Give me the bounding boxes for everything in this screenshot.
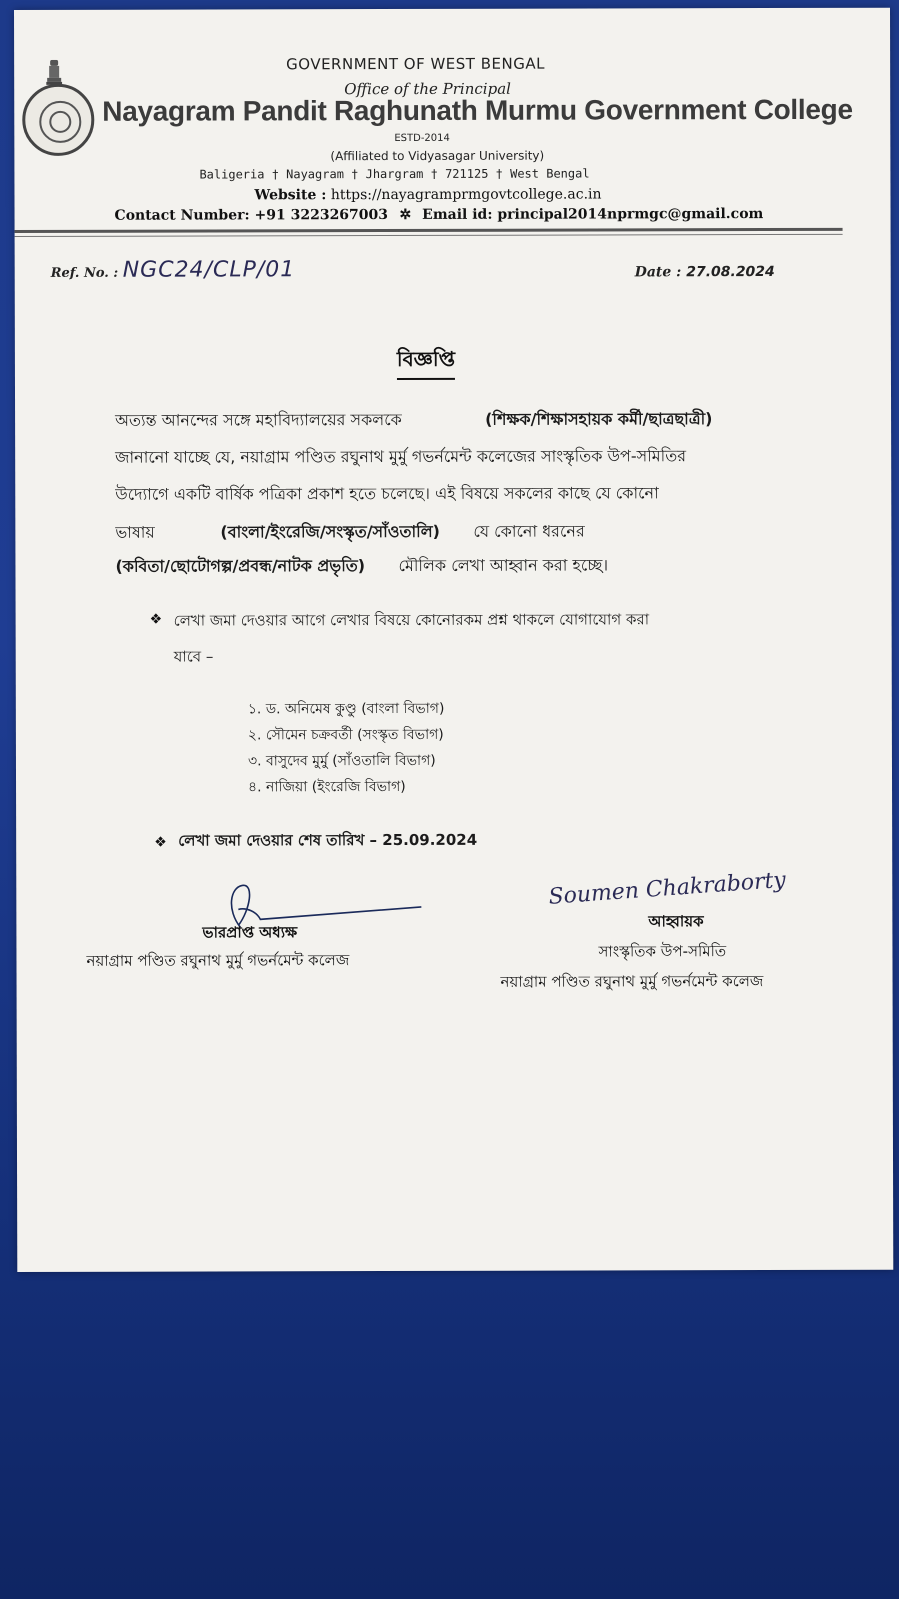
contact-item-1: ১. ড. অনিমেষ কুণ্ডু (বাংলা বিভাগ) — [247, 700, 445, 718]
body-line-1b: (শিক্ষক/শিক্ষাসহায়ক কর্মী/ছাত্রছাত্রী) — [485, 409, 713, 429]
state-emblem-icon — [46, 60, 62, 86]
website-line — [254, 186, 601, 203]
address: Baligeria † Nayagram † Jhargram † 721125 † West Bengal — [199, 166, 590, 182]
body-line-5a: (কবিতা/ছোটোগল্প/প্রবন্ধ/নাটক প্রভৃতি) — [115, 556, 366, 576]
sun-icon: ✲ — [399, 206, 412, 223]
email-label: Email id: — [422, 206, 493, 223]
email-line — [400, 206, 764, 223]
contact-item-4: ৪. নাজিয়া (ইংরেজি বিভাগ) — [248, 778, 406, 796]
body-line-3: উদ্যোগে একটি বার্ষিক পত্রিকা প্রকাশ হতে চলেছে। এই বিষয়ে সকলের কাছে যে কোনো — [115, 483, 659, 504]
body-line-1a: অত্যন্ত আনন্দের সঙ্গে মহাবিদ্যালয়ের সকলকে — [115, 409, 402, 430]
convener-signature: Soumen Chakraborty — [547, 867, 787, 910]
affiliation: (Affiliated to Vidyasagar University) — [330, 148, 545, 164]
government-heading: GOVERNMENT OF WEST BENGAL — [286, 54, 545, 74]
body-line-4b: (বাংলা/ইংরেজি/সংস্কৃত/সাঁওতালি) — [220, 521, 441, 542]
diamond-bullet-icon: ❖ — [154, 834, 167, 851]
deadline: লেখা জমা দেওয়ার শেষ তারিখ – 25.09.2024 — [178, 830, 478, 850]
bullet-1-cont: যাবে – — [173, 647, 214, 666]
contact-label: Contact Number: — [114, 207, 250, 224]
header-divider — [15, 228, 843, 233]
college-seal-icon — [22, 84, 94, 156]
body-line-4c: যে কোনো ধরনের — [473, 521, 585, 541]
date-value: 27.08.2024 — [686, 264, 775, 281]
date-line — [635, 264, 775, 280]
college-name: Nayagram Pandit Raghunath Murmu Government College — [102, 93, 853, 127]
ref-label: Ref. No. : — [50, 265, 119, 281]
body-line-4a: ভাষায় — [115, 522, 155, 542]
notice-title: বিজ্ঞপ্তি — [397, 345, 455, 380]
contact-line — [115, 207, 389, 224]
convener-committee: সাংস্কৃতিক উপ-সমিতি — [598, 942, 727, 961]
body-line-5b: মৌলিক লেখা আহ্বান করা হচ্ছে। — [398, 555, 609, 575]
date-label: Date : — [634, 264, 682, 281]
ref-number: NGC24/CLP/01 — [122, 257, 296, 283]
body-line-2: জানানো যাচ্ছে যে, নয়াগ্রাম পণ্ডিত রঘুনাথ মুর্মু গভর্নমেন্ট কলেজের সাংস্কৃতিক উপ-সমিতির — [115, 446, 687, 467]
website-label: Website : — [254, 187, 327, 204]
established-year: ESTD-2014 — [394, 132, 450, 145]
email-address[interactable]: principal2014nprmgc@gmail.com — [497, 206, 764, 223]
website-link[interactable]: https://nayagramprmgovtcollege.ac.in — [330, 186, 602, 204]
notice-paper — [14, 8, 893, 1272]
principal-org: নয়াগ্রাম পণ্ডিত রঘুনাথ মুর্মু গভর্নমেন্ট কলেজ — [86, 951, 350, 970]
principal-title: ভারপ্রাপ্ত অধ্যক্ষ — [202, 923, 298, 942]
contact-item-3: ৩. বাসুদেব মুর্মু (সাঁওতালি বিভাগ) — [247, 752, 436, 770]
contact-number: +91 3223267003 — [254, 207, 389, 224]
bullet-1: লেখা জমা দেওয়ার আগে লেখার বিষয়ে কোনোরকম প্রশ্ন থাকলে যোগাযোগ করা — [173, 610, 650, 630]
convener-title: আহ্বায়ক — [648, 912, 704, 931]
diamond-bullet-icon: ❖ — [149, 611, 163, 628]
office-heading: Office of the Principal — [344, 79, 511, 99]
contact-item-2: ২. সৌমেন চক্রবর্তী (সংস্কৃত বিভাগ) — [247, 726, 444, 744]
convener-org: নয়াগ্রাম পণ্ডিত রঘুনাথ মুর্মু গভর্নমেন্ট কলেজ — [500, 972, 764, 991]
header-divider-thin — [15, 234, 843, 237]
